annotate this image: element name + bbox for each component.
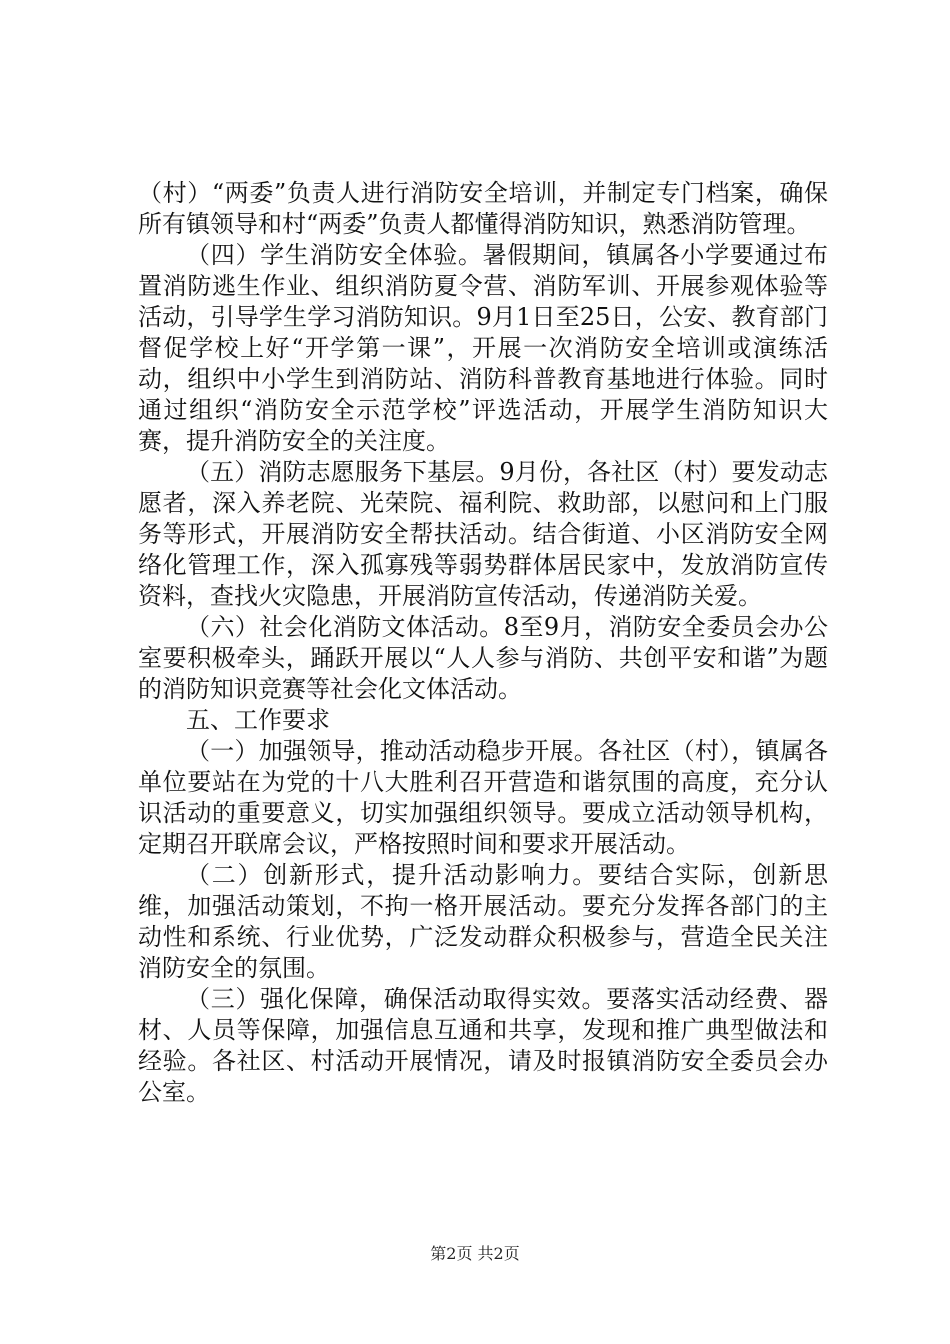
page-number-footer: 第2页 共2页 [430, 1244, 520, 1263]
paragraph-guarantee: （三）强化保障，确保活动取得实效。要落实活动经费、器材、人员等保障，加强信息互通和共享，发现和推广典型做法和经验。各社区、村活动开展情况，请及时报镇消防安全委员会办公室。 [138, 985, 828, 1106]
section-heading-requirements: 五、工作要求 [186, 706, 330, 734]
document-body [138, 178, 828, 1108]
paragraph-continued: （村）“两委”负责人进行消防安全培训，并制定专门档案，确保所有镇领导和村“两委”负责人都懂得消防知识，熟悉消防管理。 [138, 179, 828, 238]
paragraph-social-activities: （六）社会化消防文体活动。8至9月，消防安全委员会办公室要积极牵头，踊跃开展以“人人参与消防、共创平安和谐”为题的消防知识竞赛等社会化文体活动。 [138, 613, 828, 703]
paragraph-student-experience: （四）学生消防安全体验。暑假期间，镇属各小学要通过布置消防逃生作业、组织消防夏令营、消防军训、开展参观体验等活动，引导学生学习消防知识。9月1日至25日，公安、教育部门督促学校上好“开学第一课”，开展一次消防安全培训或演练活动，组织中小学生到消防站、消防科普教育基地进行体验。同时通过组织“消防安全示范学校”评选活动，开展学生消防知识大赛，提升消防安全的关注度。 [138, 241, 828, 455]
paragraph-innovation: （二）创新形式，提升活动影响力。要结合实际，创新思维，加强活动策划，不拘一格开展活动。要充分发挥各部门的主动性和系统、行业优势，广泛发动群众积极参与，营造全民关注消防安全的氛围。 [138, 861, 828, 982]
paragraph-leadership: （一）加强领导，推动活动稳步开展。各社区（村），镇属各单位要站在为党的十八大胜利召开营造和谐氛围的高度，充分认识活动的重要意义，切实加强组织领导。要成立活动领导机构，定期召开联席会议，严格按照时间和要求开展活动。 [138, 737, 828, 858]
paragraph-volunteer-service: （五）消防志愿服务下基层。9月份，各社区（村）要发动志愿者，深入养老院、光荣院、福利院、救助部，以慰问和上门服务等形式，开展消防安全帮扶活动。结合街道、小区消防安全网络化管理工作，深入孤寡残等弱势群体居民家中，发放消防宣传资料，查找火灾隐患，开展消防宣传活动，传递消防关爱。 [138, 458, 828, 610]
